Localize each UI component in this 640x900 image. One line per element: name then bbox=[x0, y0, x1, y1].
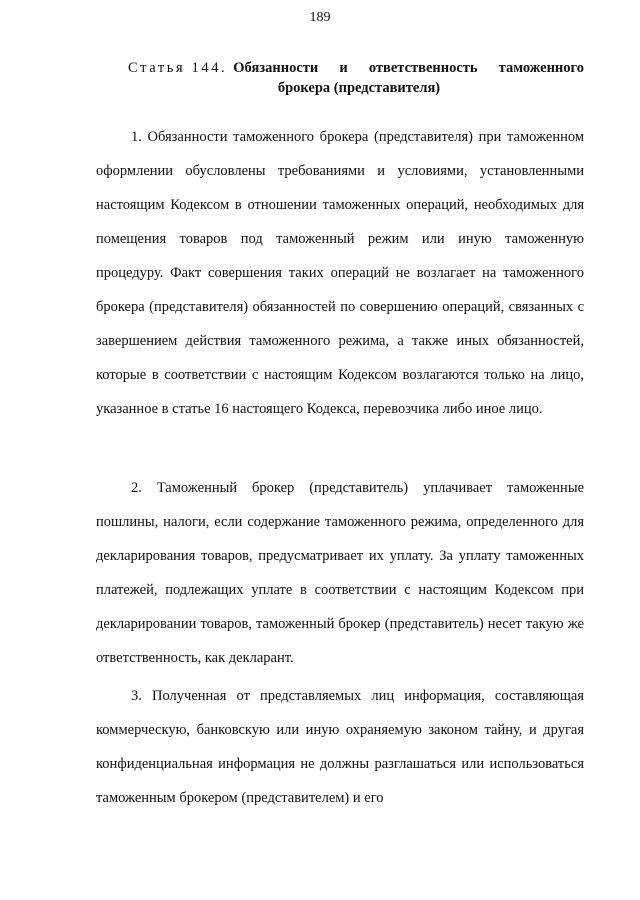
article-title-line-2: брокера (представителя) bbox=[277, 80, 441, 96]
paragraph-2: 2. Таможенный брокер (представитель) уплачивает таможенные пошлины, налоги, если содержание таможенного режима, определенного для декларирования товаров, предусматривает их уплату. За уплату таможенных платежей, подлежащих уплате в соответствии с настоящим Кодексом при декларировании товаров, таможенный брокер (представитель) несет такую же ответственность, как декларант. bbox=[96, 480, 584, 666]
page-number: 189 bbox=[309, 10, 331, 25]
article-title-line-1: Обязанности и ответственность таможенного bbox=[233, 60, 584, 76]
article-heading bbox=[128, 58, 584, 98]
paragraph-3: 3. Полученная от представляемых лиц информация, составляющая коммерческую, банковскую или иную охраняемую законом тайну, и другая конфиденциальная информация не должны разглашаться или использоваться таможенным брокером (представителем) и его bbox=[96, 688, 584, 806]
article-label: Статья 144. bbox=[128, 60, 228, 76]
paragraph-1: 1. Обязанности таможенного брокера (представителя) при таможенном оформлении обусловлены требованиями и условиями, установленными настоящим Кодексом в отношении таможенных операций, необходимых для помещения товаров под таможенный режим или иную таможенную процедуру. Факт совершения таких операций не возлагает на таможенного брокера (представителя) обязанностей по совершению операций, связанных с завершением действия таможенного режима, а также иных обязанностей, которые в соответствии с настоящим Кодексом возлагаются только на лицо, указанное в статье 16 настоящего Кодекса, перевозчика либо иное лицо. bbox=[96, 129, 584, 417]
